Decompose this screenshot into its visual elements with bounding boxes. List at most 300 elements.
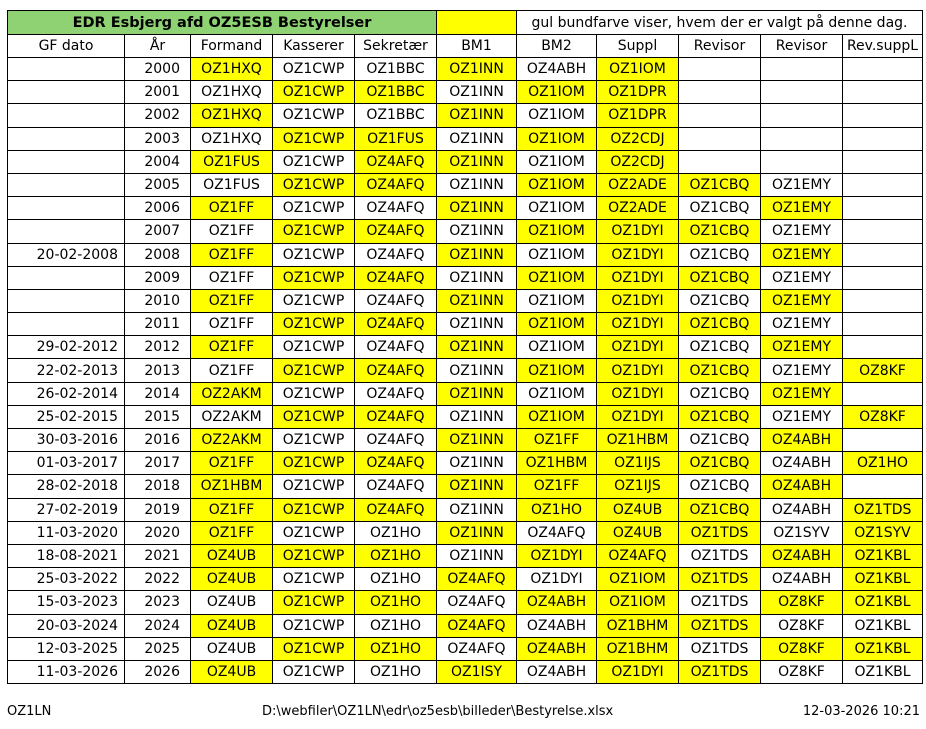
member-cell[interactable]: OZ1HO	[355, 544, 437, 567]
member-cell[interactable]: OZ1TDS	[679, 614, 761, 637]
member-cell[interactable]: OZ1IOM	[517, 173, 597, 196]
member-cell[interactable]: OZ4UB	[191, 614, 273, 637]
member-cell[interactable]: OZ1HXQ	[191, 81, 273, 104]
year-cell[interactable]: 2018	[125, 475, 191, 498]
member-cell[interactable]: OZ1EMY	[761, 382, 843, 405]
member-cell[interactable]: OZ1CWP	[273, 150, 355, 173]
member-cell[interactable]: OZ1FF	[191, 243, 273, 266]
member-cell[interactable]	[761, 150, 843, 173]
year-cell[interactable]: 2026	[125, 660, 191, 683]
member-cell[interactable]: OZ1INN	[437, 405, 517, 428]
member-cell[interactable]: OZ1CWP	[273, 81, 355, 104]
member-cell[interactable]: OZ4ABH	[517, 637, 597, 660]
member-cell[interactable]: OZ1CWP	[273, 266, 355, 289]
year-cell[interactable]: 2017	[125, 452, 191, 475]
member-cell[interactable]: OZ8KF	[761, 660, 843, 683]
member-cell[interactable]: OZ2CDJ	[597, 127, 679, 150]
member-cell[interactable]: OZ1IOM	[517, 104, 597, 127]
member-cell[interactable]: OZ1IOM	[597, 591, 679, 614]
year-cell[interactable]: 2005	[125, 173, 191, 196]
member-cell[interactable]: OZ1INN	[437, 313, 517, 336]
member-cell[interactable]: OZ4ABH	[517, 614, 597, 637]
member-cell[interactable]: OZ1CBQ	[679, 429, 761, 452]
member-cell[interactable]: OZ1DYI	[597, 220, 679, 243]
member-cell[interactable]: OZ1INN	[437, 382, 517, 405]
gf-date-cell[interactable]: 26-02-2014	[8, 382, 125, 405]
member-cell[interactable]: OZ1EMY	[761, 405, 843, 428]
member-cell[interactable]: OZ4ABH	[517, 660, 597, 683]
member-cell[interactable]: OZ4AFQ	[355, 266, 437, 289]
member-cell[interactable]: OZ1CWP	[273, 637, 355, 660]
member-cell[interactable]	[843, 127, 923, 150]
member-cell[interactable]: OZ8KF	[843, 405, 923, 428]
member-cell[interactable]: OZ4AFQ	[355, 475, 437, 498]
member-cell[interactable]: OZ1FF	[191, 359, 273, 382]
member-cell[interactable]: OZ4UB	[597, 498, 679, 521]
member-cell[interactable]: OZ1HXQ	[191, 104, 273, 127]
member-cell[interactable]: OZ1CWP	[273, 614, 355, 637]
member-cell[interactable]: OZ4UB	[191, 544, 273, 567]
gf-date-cell[interactable]	[8, 104, 125, 127]
member-cell[interactable]	[843, 58, 923, 81]
member-cell[interactable]: OZ1INN	[437, 289, 517, 312]
member-cell[interactable]: OZ2AKM	[191, 429, 273, 452]
member-cell[interactable]: OZ1FF	[517, 429, 597, 452]
year-cell[interactable]: 2015	[125, 405, 191, 428]
member-cell[interactable]: OZ1FF	[517, 475, 597, 498]
member-cell[interactable]: OZ4ABH	[761, 498, 843, 521]
member-cell[interactable]: OZ4ABH	[761, 544, 843, 567]
member-cell[interactable]	[761, 104, 843, 127]
member-cell[interactable]: OZ1INN	[437, 127, 517, 150]
year-cell[interactable]: 2016	[125, 429, 191, 452]
member-cell[interactable]: OZ1SYV	[761, 521, 843, 544]
member-cell[interactable]: OZ1SYV	[843, 521, 923, 544]
member-cell[interactable]: OZ4AFQ	[355, 173, 437, 196]
member-cell[interactable]	[843, 336, 923, 359]
member-cell[interactable]: OZ1INN	[437, 521, 517, 544]
member-cell[interactable]	[679, 58, 761, 81]
member-cell[interactable]: OZ1EMY	[761, 173, 843, 196]
member-cell[interactable]: OZ1IOM	[517, 359, 597, 382]
member-cell[interactable]: OZ4AFQ	[437, 614, 517, 637]
member-cell[interactable]: OZ1INN	[437, 197, 517, 220]
member-cell[interactable]: OZ4AFQ	[355, 150, 437, 173]
member-cell[interactable]	[679, 150, 761, 173]
member-cell[interactable]: OZ1CBQ	[679, 313, 761, 336]
member-cell[interactable]: OZ1CWP	[273, 58, 355, 81]
member-cell[interactable]: OZ1INN	[437, 429, 517, 452]
member-cell[interactable]: OZ1FUS	[191, 150, 273, 173]
gf-date-cell[interactable]: 25-02-2015	[8, 405, 125, 428]
gf-date-cell[interactable]: 28-02-2018	[8, 475, 125, 498]
member-cell[interactable]: OZ4ABH	[761, 475, 843, 498]
member-cell[interactable]: OZ1DYI	[597, 313, 679, 336]
member-cell[interactable]	[843, 150, 923, 173]
gf-date-cell[interactable]	[8, 266, 125, 289]
member-cell[interactable]: OZ1HBM	[517, 452, 597, 475]
member-cell[interactable]: OZ1FUS	[191, 173, 273, 196]
gf-date-cell[interactable]: 30-03-2016	[8, 429, 125, 452]
member-cell[interactable]: OZ1IOM	[517, 220, 597, 243]
member-cell[interactable]: OZ1FF	[191, 266, 273, 289]
member-cell[interactable]	[843, 475, 923, 498]
member-cell[interactable]: OZ1IOM	[597, 568, 679, 591]
member-cell[interactable]: OZ1DYI	[597, 359, 679, 382]
member-cell[interactable]: OZ1IOM	[517, 289, 597, 312]
year-cell[interactable]: 2023	[125, 591, 191, 614]
member-cell[interactable]: OZ1FF	[191, 220, 273, 243]
member-cell[interactable]: OZ1HO	[355, 660, 437, 683]
member-cell[interactable]: OZ4AFQ	[597, 544, 679, 567]
member-cell[interactable]: OZ1CWP	[273, 475, 355, 498]
member-cell[interactable]: OZ4AFQ	[355, 289, 437, 312]
year-cell[interactable]: 2013	[125, 359, 191, 382]
member-cell[interactable]: OZ8KF	[761, 614, 843, 637]
member-cell[interactable]: OZ1IOM	[517, 313, 597, 336]
member-cell[interactable]: OZ1CWP	[273, 544, 355, 567]
member-cell[interactable]: OZ1EMY	[761, 243, 843, 266]
year-cell[interactable]: 2021	[125, 544, 191, 567]
member-cell[interactable]: OZ1DYI	[597, 382, 679, 405]
member-cell[interactable]: OZ1INN	[437, 544, 517, 567]
member-cell[interactable]	[843, 313, 923, 336]
member-cell[interactable]: OZ1CWP	[273, 197, 355, 220]
year-cell[interactable]: 2008	[125, 243, 191, 266]
gf-date-cell[interactable]	[8, 150, 125, 173]
member-cell[interactable]: OZ1TDS	[679, 568, 761, 591]
member-cell[interactable]: OZ1KBL	[843, 568, 923, 591]
member-cell[interactable]: OZ1BBC	[355, 104, 437, 127]
member-cell[interactable]	[843, 243, 923, 266]
member-cell[interactable]: OZ1IOM	[517, 127, 597, 150]
member-cell[interactable]: OZ4ABH	[761, 429, 843, 452]
member-cell[interactable]	[679, 127, 761, 150]
member-cell[interactable]: OZ1EMY	[761, 220, 843, 243]
member-cell[interactable]: OZ1FF	[191, 452, 273, 475]
member-cell[interactable]: OZ1TDS	[843, 498, 923, 521]
member-cell[interactable]: OZ1INN	[437, 173, 517, 196]
member-cell[interactable]: OZ1IOM	[517, 382, 597, 405]
gf-date-cell[interactable]	[8, 173, 125, 196]
member-cell[interactable]: OZ1INN	[437, 498, 517, 521]
member-cell[interactable]: OZ1KBL	[843, 660, 923, 683]
gf-date-cell[interactable]	[8, 81, 125, 104]
gf-date-cell[interactable]: 18-08-2021	[8, 544, 125, 567]
year-cell[interactable]: 2004	[125, 150, 191, 173]
year-cell[interactable]: 2010	[125, 289, 191, 312]
year-cell[interactable]: 2006	[125, 197, 191, 220]
member-cell[interactable]: OZ1CWP	[273, 660, 355, 683]
member-cell[interactable]: OZ1KBL	[843, 637, 923, 660]
year-cell[interactable]: 2012	[125, 336, 191, 359]
member-cell[interactable]: OZ4AFQ	[355, 382, 437, 405]
member-cell[interactable]: OZ1CBQ	[679, 336, 761, 359]
member-cell[interactable]: OZ1CWP	[273, 429, 355, 452]
gf-date-cell[interactable]: 11-03-2026	[8, 660, 125, 683]
member-cell[interactable]: OZ1IOM	[517, 405, 597, 428]
member-cell[interactable]: OZ4UB	[597, 521, 679, 544]
member-cell[interactable]: OZ1DYI	[597, 243, 679, 266]
member-cell[interactable]: OZ1KBL	[843, 614, 923, 637]
member-cell[interactable]: OZ1BBC	[355, 58, 437, 81]
member-cell[interactable]	[843, 197, 923, 220]
member-cell[interactable]: OZ1KBL	[843, 591, 923, 614]
member-cell[interactable]: OZ1CBQ	[679, 173, 761, 196]
member-cell[interactable]: OZ4AFQ	[437, 568, 517, 591]
gf-date-cell[interactable]: 12-03-2025	[8, 637, 125, 660]
member-cell[interactable]: OZ8KF	[761, 637, 843, 660]
member-cell[interactable]: OZ1FF	[191, 313, 273, 336]
gf-date-cell[interactable]: 29-02-2012	[8, 336, 125, 359]
member-cell[interactable]: OZ1EMY	[761, 197, 843, 220]
member-cell[interactable]: OZ1HBM	[191, 475, 273, 498]
year-cell[interactable]: 2019	[125, 498, 191, 521]
member-cell[interactable]: OZ1CWP	[273, 405, 355, 428]
member-cell[interactable]: OZ4AFQ	[355, 405, 437, 428]
member-cell[interactable]	[843, 104, 923, 127]
member-cell[interactable]	[843, 266, 923, 289]
member-cell[interactable]: OZ1CBQ	[679, 197, 761, 220]
member-cell[interactable]: OZ1FF	[191, 289, 273, 312]
year-cell[interactable]: 2009	[125, 266, 191, 289]
member-cell[interactable]	[843, 220, 923, 243]
member-cell[interactable]: OZ1CBQ	[679, 266, 761, 289]
member-cell[interactable]: OZ1CWP	[273, 591, 355, 614]
member-cell[interactable]: OZ8KF	[843, 359, 923, 382]
member-cell[interactable]: OZ1INN	[437, 336, 517, 359]
member-cell[interactable]: OZ1FF	[191, 521, 273, 544]
member-cell[interactable]: OZ1INN	[437, 150, 517, 173]
member-cell[interactable]: OZ1EMY	[761, 359, 843, 382]
gf-date-cell[interactable]: 20-03-2024	[8, 614, 125, 637]
member-cell[interactable]: OZ1INN	[437, 81, 517, 104]
member-cell[interactable]: OZ1FUS	[355, 127, 437, 150]
member-cell[interactable]: OZ1CBQ	[679, 382, 761, 405]
table-row	[8, 660, 923, 683]
gf-date-cell[interactable]	[8, 313, 125, 336]
member-cell[interactable]: OZ1CBQ	[679, 220, 761, 243]
member-cell[interactable]: OZ1EMY	[761, 336, 843, 359]
member-cell[interactable]: OZ1FF	[191, 197, 273, 220]
member-cell[interactable]: OZ1HO	[843, 452, 923, 475]
member-cell[interactable]: OZ4AFQ	[437, 637, 517, 660]
member-cell[interactable]: OZ1CBQ	[679, 405, 761, 428]
year-cell[interactable]: 2025	[125, 637, 191, 660]
footer-author: OZ1LN	[7, 704, 52, 719]
member-cell[interactable]: OZ1DPR	[597, 81, 679, 104]
gf-date-cell[interactable]: 01-03-2017	[8, 452, 125, 475]
member-cell[interactable]	[843, 81, 923, 104]
member-cell[interactable]: OZ1CWP	[273, 382, 355, 405]
member-cell[interactable]: OZ4AFQ	[517, 521, 597, 544]
member-cell[interactable]: OZ1TDS	[679, 591, 761, 614]
gf-date-cell[interactable]: 22-02-2013	[8, 359, 125, 382]
year-cell[interactable]: 2003	[125, 127, 191, 150]
member-cell[interactable]: OZ2CDJ	[597, 150, 679, 173]
member-cell[interactable]: OZ1ISY	[437, 660, 517, 683]
member-cell[interactable]: OZ4AFQ	[355, 336, 437, 359]
member-cell[interactable]: OZ1IJS	[597, 452, 679, 475]
member-cell[interactable]: OZ1FF	[191, 498, 273, 521]
member-cell[interactable]: OZ1CWP	[273, 127, 355, 150]
member-cell[interactable]: OZ1IOM	[517, 150, 597, 173]
member-cell[interactable]: OZ1DYI	[597, 289, 679, 312]
member-cell[interactable]: OZ1BHM	[597, 637, 679, 660]
gf-date-cell[interactable]	[8, 197, 125, 220]
member-cell[interactable]: OZ1HBM	[597, 429, 679, 452]
member-cell[interactable]: OZ4UB	[191, 568, 273, 591]
member-cell[interactable]	[843, 382, 923, 405]
member-cell[interactable]: OZ4ABH	[761, 568, 843, 591]
year-cell[interactable]: 2024	[125, 614, 191, 637]
member-cell[interactable]: OZ1HO	[355, 568, 437, 591]
member-cell[interactable]: OZ1TDS	[679, 660, 761, 683]
member-cell[interactable]: OZ1HO	[355, 614, 437, 637]
member-cell[interactable]: OZ1HO	[355, 637, 437, 660]
member-cell[interactable]: OZ1INN	[437, 243, 517, 266]
member-cell[interactable]: OZ4AFQ	[355, 429, 437, 452]
member-cell[interactable]	[761, 58, 843, 81]
member-cell[interactable]: OZ4AFQ	[355, 359, 437, 382]
year-cell[interactable]: 2011	[125, 313, 191, 336]
member-cell[interactable]: OZ1IOM	[517, 197, 597, 220]
member-cell[interactable]: OZ1INN	[437, 220, 517, 243]
year-cell[interactable]: 2022	[125, 568, 191, 591]
member-cell[interactable]: OZ1CWP	[273, 521, 355, 544]
member-cell[interactable]: OZ1DYI	[517, 568, 597, 591]
member-cell[interactable]: OZ1IOM	[517, 266, 597, 289]
member-cell[interactable]: OZ1IOM	[517, 336, 597, 359]
member-cell[interactable]	[761, 127, 843, 150]
member-cell[interactable]: OZ4ABH	[761, 452, 843, 475]
member-cell[interactable]: OZ1CWP	[273, 452, 355, 475]
member-cell[interactable]: OZ1INN	[437, 58, 517, 81]
member-cell[interactable]: OZ1IOM	[517, 81, 597, 104]
member-cell[interactable]: OZ1CWP	[273, 104, 355, 127]
member-cell[interactable]: OZ1CWP	[273, 336, 355, 359]
member-cell[interactable]: OZ4AFQ	[355, 243, 437, 266]
gf-date-cell[interactable]	[8, 220, 125, 243]
member-cell[interactable]: OZ4ABH	[517, 58, 597, 81]
member-cell[interactable]	[843, 173, 923, 196]
member-cell[interactable]: OZ1HO	[517, 498, 597, 521]
gf-date-cell[interactable]: 11-03-2020	[8, 521, 125, 544]
member-cell[interactable]: OZ1EMY	[761, 266, 843, 289]
member-cell[interactable]: OZ1DYI	[597, 266, 679, 289]
member-cell[interactable]: OZ1TDS	[679, 637, 761, 660]
gf-date-cell[interactable]: 20-02-2008	[8, 243, 125, 266]
member-cell[interactable]: OZ1HXQ	[191, 127, 273, 150]
member-cell[interactable]: OZ1KBL	[843, 544, 923, 567]
year-cell[interactable]: 2007	[125, 220, 191, 243]
member-cell[interactable]: OZ2AKM	[191, 382, 273, 405]
gf-date-cell[interactable]: 25-03-2022	[8, 568, 125, 591]
member-cell[interactable]: OZ1TDS	[679, 521, 761, 544]
member-cell[interactable]: OZ4UB	[191, 660, 273, 683]
member-cell[interactable]: OZ1INN	[437, 475, 517, 498]
member-cell[interactable]: OZ1CWP	[273, 568, 355, 591]
member-cell[interactable]: OZ1HXQ	[191, 58, 273, 81]
member-cell[interactable]	[679, 104, 761, 127]
member-cell[interactable]: OZ1CBQ	[679, 243, 761, 266]
member-cell[interactable]: OZ4AFQ	[355, 313, 437, 336]
member-cell[interactable]: OZ1EMY	[761, 313, 843, 336]
member-cell[interactable]: OZ4AFQ	[355, 197, 437, 220]
member-cell[interactable]: OZ1CWP	[273, 359, 355, 382]
member-cell[interactable]: OZ4AFQ	[355, 220, 437, 243]
member-cell[interactable]: OZ1CWP	[273, 220, 355, 243]
member-cell[interactable]: OZ4ABH	[517, 591, 597, 614]
member-cell[interactable]: OZ1BBC	[355, 81, 437, 104]
member-cell[interactable]: OZ1CBQ	[679, 475, 761, 498]
member-cell[interactable]: OZ1FF	[191, 336, 273, 359]
member-cell[interactable]: OZ2AKM	[191, 405, 273, 428]
year-cell[interactable]: 2014	[125, 382, 191, 405]
year-cell[interactable]: 2001	[125, 81, 191, 104]
year-cell[interactable]: 2002	[125, 104, 191, 127]
member-cell[interactable]: OZ1DYI	[597, 660, 679, 683]
member-cell[interactable]: OZ1INN	[437, 104, 517, 127]
member-cell[interactable]: OZ1CWP	[273, 313, 355, 336]
member-cell[interactable]	[843, 289, 923, 312]
member-cell[interactable]: OZ2ADE	[597, 197, 679, 220]
member-cell[interactable]	[679, 81, 761, 104]
member-cell[interactable]: OZ1CWP	[273, 498, 355, 521]
member-cell[interactable]: OZ1IJS	[597, 475, 679, 498]
member-cell[interactable]: OZ1HO	[355, 521, 437, 544]
member-cell[interactable]: OZ1DYI	[597, 336, 679, 359]
year-cell[interactable]: 2000	[125, 58, 191, 81]
member-cell[interactable]: OZ4AFQ	[355, 452, 437, 475]
member-cell[interactable]: OZ1CWP	[273, 173, 355, 196]
member-cell[interactable]: OZ1HO	[355, 591, 437, 614]
member-cell[interactable]: OZ4UB	[191, 637, 273, 660]
member-cell[interactable]: OZ1EMY	[761, 289, 843, 312]
member-cell[interactable]: OZ1INN	[437, 266, 517, 289]
member-cell[interactable]: OZ1CBQ	[679, 359, 761, 382]
member-cell[interactable]: OZ4UB	[191, 591, 273, 614]
member-cell[interactable]: OZ1INN	[437, 452, 517, 475]
member-cell[interactable]: OZ2ADE	[597, 173, 679, 196]
member-cell[interactable]: OZ1CBQ	[679, 498, 761, 521]
member-cell[interactable]: OZ1CBQ	[679, 452, 761, 475]
member-cell[interactable]: OZ1DYI	[597, 405, 679, 428]
member-cell[interactable]: OZ4AFQ	[355, 498, 437, 521]
member-cell[interactable]: OZ1CWP	[273, 289, 355, 312]
table-row	[8, 591, 923, 614]
member-cell[interactable]	[843, 429, 923, 452]
member-cell[interactable]: OZ1INN	[437, 359, 517, 382]
gf-date-cell[interactable]	[8, 58, 125, 81]
member-cell[interactable]: OZ1TDS	[679, 544, 761, 567]
member-cell[interactable]: OZ1CBQ	[679, 289, 761, 312]
member-cell[interactable]: OZ4AFQ	[437, 591, 517, 614]
member-cell[interactable]: OZ1IOM	[517, 243, 597, 266]
member-cell[interactable]: OZ8KF	[761, 591, 843, 614]
member-cell[interactable]	[761, 81, 843, 104]
year-cell[interactable]: 2020	[125, 521, 191, 544]
gf-date-cell[interactable]	[8, 289, 125, 312]
gf-date-cell[interactable]: 15-03-2023	[8, 591, 125, 614]
member-cell[interactable]: OZ1BHM	[597, 614, 679, 637]
gf-date-cell[interactable]	[8, 127, 125, 150]
member-cell[interactable]: OZ1CWP	[273, 243, 355, 266]
member-cell[interactable]: OZ1DPR	[597, 104, 679, 127]
gf-date-cell[interactable]: 27-02-2019	[8, 498, 125, 521]
member-cell[interactable]: OZ1IOM	[597, 58, 679, 81]
member-cell[interactable]: OZ1DYI	[517, 544, 597, 567]
